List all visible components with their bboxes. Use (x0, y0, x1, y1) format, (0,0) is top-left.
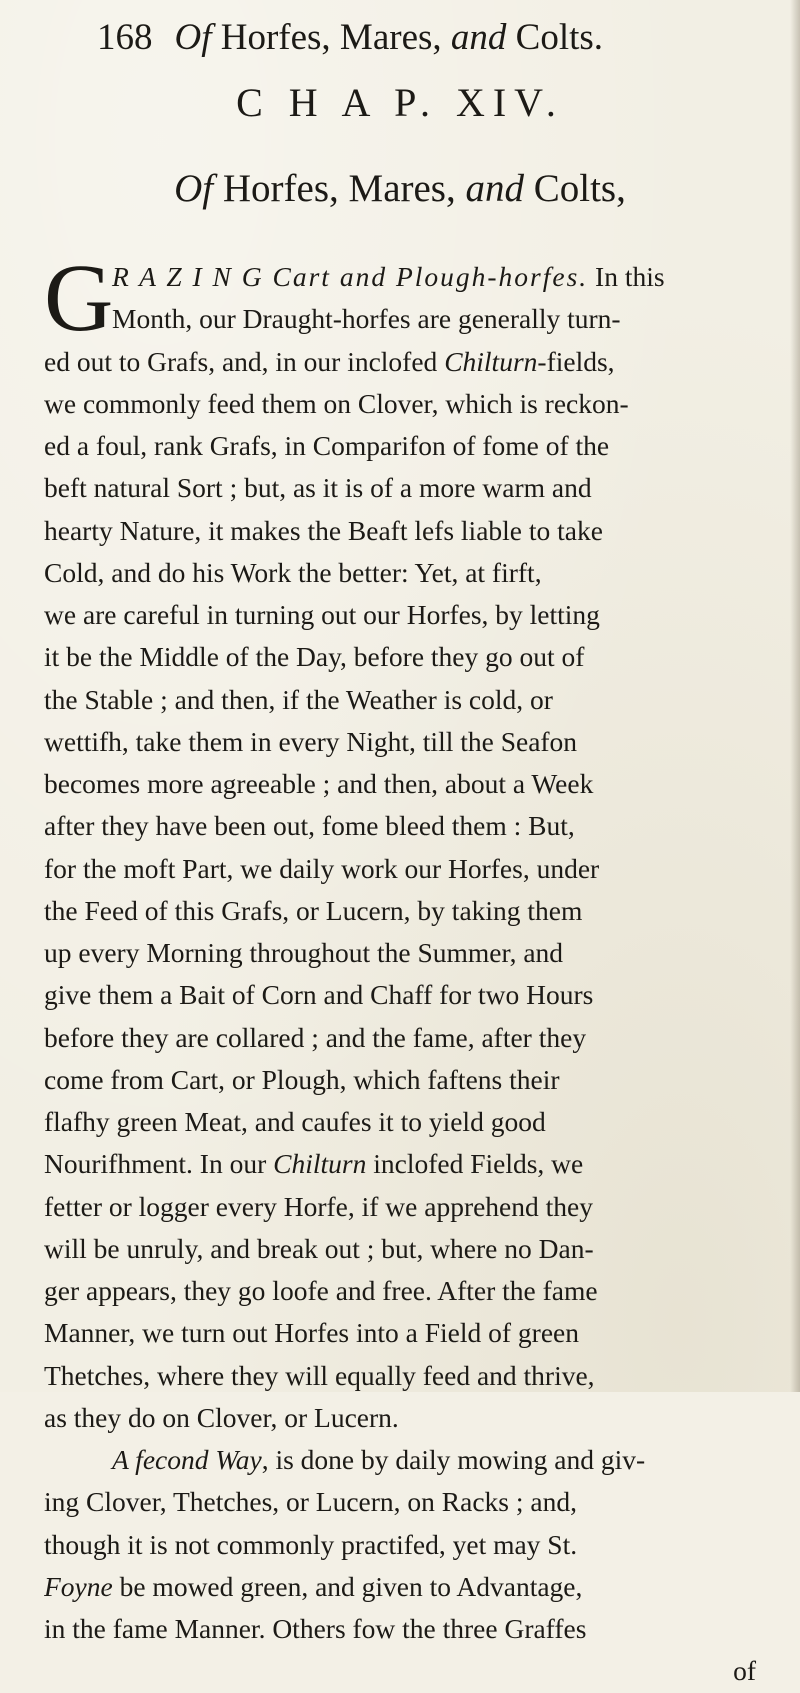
text-line (44, 679, 764, 721)
text-line (44, 1228, 764, 1270)
text-span: before they are collared ; and the fame, after they (44, 1021, 587, 1053)
text-line (44, 636, 764, 678)
text-span: ed a foul, rank Grafs, in Comparifon of fome of the (44, 430, 610, 461)
text-span: we commonly feed them on Clover, which is reckon- (44, 387, 629, 419)
drop-cap: G (44, 244, 114, 351)
text-line (44, 890, 764, 932)
text-line (44, 256, 764, 298)
text-span: for the moft Part, we daily work our Horfes, under (44, 852, 600, 884)
text-line (44, 467, 764, 509)
text-span: will be unruly, and break out ; but, where no Dan- (44, 1232, 594, 1264)
text-span: be mowed green, and given to Advantage, (112, 1570, 583, 1602)
page-number: 168 (97, 17, 153, 58)
text-span: Cold, and do his Work the better: Yet, at firft, (44, 556, 542, 588)
text-span: though it is not commonly practifed, yet may St. (44, 1528, 578, 1560)
text-span: after they have been out, fome bleed them : But, (44, 810, 575, 842)
text-span: -fields, (537, 345, 615, 377)
text-line (44, 298, 764, 340)
text-span: Nourifhment. In our (44, 1148, 274, 1180)
chapter-heading: C H A P. XIV. (236, 80, 564, 125)
text-span-italic: Chilturn (273, 1148, 367, 1180)
text-span: come from Cart, or Plough, which faftens their (44, 1063, 560, 1095)
text-span: it be the Middle of the Day, before they go out of (44, 641, 585, 673)
text-line (44, 1017, 764, 1059)
text-line (44, 1143, 764, 1185)
body-text (44, 244, 764, 1693)
text-span: flafhy green Meat, and caufes it to yield good (44, 1106, 546, 1137)
text-line (44, 425, 764, 467)
text-span-italic: A fecond Way (112, 1444, 262, 1475)
text-span: ed out to Grafs, and, in our inclofed (44, 345, 445, 377)
text-line (44, 1186, 764, 1228)
text-span: wettifh, take them in every Night, till the Seafon (44, 725, 578, 757)
text-span: In this (588, 261, 665, 292)
text-line (44, 1608, 764, 1650)
text-line (44, 1524, 764, 1566)
text-span: becomes more agreeable ; and then, about a Week (44, 768, 594, 799)
chapter-subtitle (0, 160, 800, 218)
text-span: ger appears, they go loofe and free. After the fame (44, 1275, 598, 1306)
text-span-italic: Foyne (44, 1570, 113, 1602)
text-line (44, 848, 764, 890)
text-line (44, 1439, 764, 1481)
text-span: give them a Bait of Corn and Chaff for two Hours (44, 979, 594, 1011)
text-line (44, 932, 764, 974)
text-span: R A Z I N G Cart and Plough-horfes. (112, 261, 589, 292)
text-span: the Feed of this Grafs, or Lucern, by taking them (44, 894, 583, 926)
text-span: up every Morning throughout the Summer, and (44, 937, 564, 968)
text-span: , is done by daily mowing and giv- (261, 1444, 646, 1475)
chapter-subtitle-and: and (465, 167, 524, 210)
text-line (44, 383, 764, 425)
text-line (44, 1270, 764, 1312)
text-line (44, 1355, 764, 1397)
running-head-of: Of (174, 17, 212, 58)
running-head-and: and (450, 17, 507, 58)
text-span: inclofed Fields, we (366, 1148, 584, 1180)
text-span: ing Clover, Thetches, or Lucern, on Racks ; and, (44, 1486, 577, 1518)
text-span: Thetches, where they will equally feed and thrive, (44, 1359, 595, 1391)
text-line (44, 1312, 764, 1354)
text-line (44, 1101, 764, 1143)
chapter-subtitle-end: Colts, (533, 167, 626, 210)
text-span: Manner, we turn out Horfes into a Field of green (44, 1317, 580, 1349)
text-span: in the fame Manner. Others fow the three Graffes (44, 1613, 587, 1644)
text-span: fetter or logger every Horfe, if we apprehend they (44, 1190, 593, 1222)
text-span: the Stable ; and then, if the Weather is cold, or (44, 683, 553, 715)
chapter-subtitle-main: Horfes, Mares, (222, 167, 456, 210)
text-line (44, 763, 764, 805)
text-span: hearty Nature, it makes the Beaft lefs liable to take (44, 514, 603, 546)
text-line (44, 1481, 764, 1523)
text-span: beft natural Sort ; but, as it is of a more warm and (44, 472, 592, 504)
text-line (44, 510, 764, 552)
catchword: of (733, 1655, 756, 1687)
text-line (44, 1566, 764, 1608)
running-head (97, 8, 697, 68)
text-line (44, 341, 764, 383)
text-line (44, 721, 764, 763)
text-span: as they do on Clover, or Lucern. (44, 1401, 399, 1433)
running-head-title: Horfes, Mares, (220, 17, 442, 58)
text-line (44, 1059, 764, 1101)
running-head-end: Colts. (515, 17, 604, 58)
text-line (44, 805, 764, 847)
text-line (44, 1397, 764, 1439)
text-line (44, 974, 764, 1016)
chapter-subtitle-of: Of (174, 167, 214, 210)
text-line (44, 552, 764, 594)
text-line (44, 594, 764, 636)
text-span: we are careful in turning out our Horfes, by letting (44, 599, 600, 630)
text-span: Month, our Draught-horfes are generally turn- (112, 303, 621, 335)
text-span-italic: Chilturn (444, 345, 538, 377)
